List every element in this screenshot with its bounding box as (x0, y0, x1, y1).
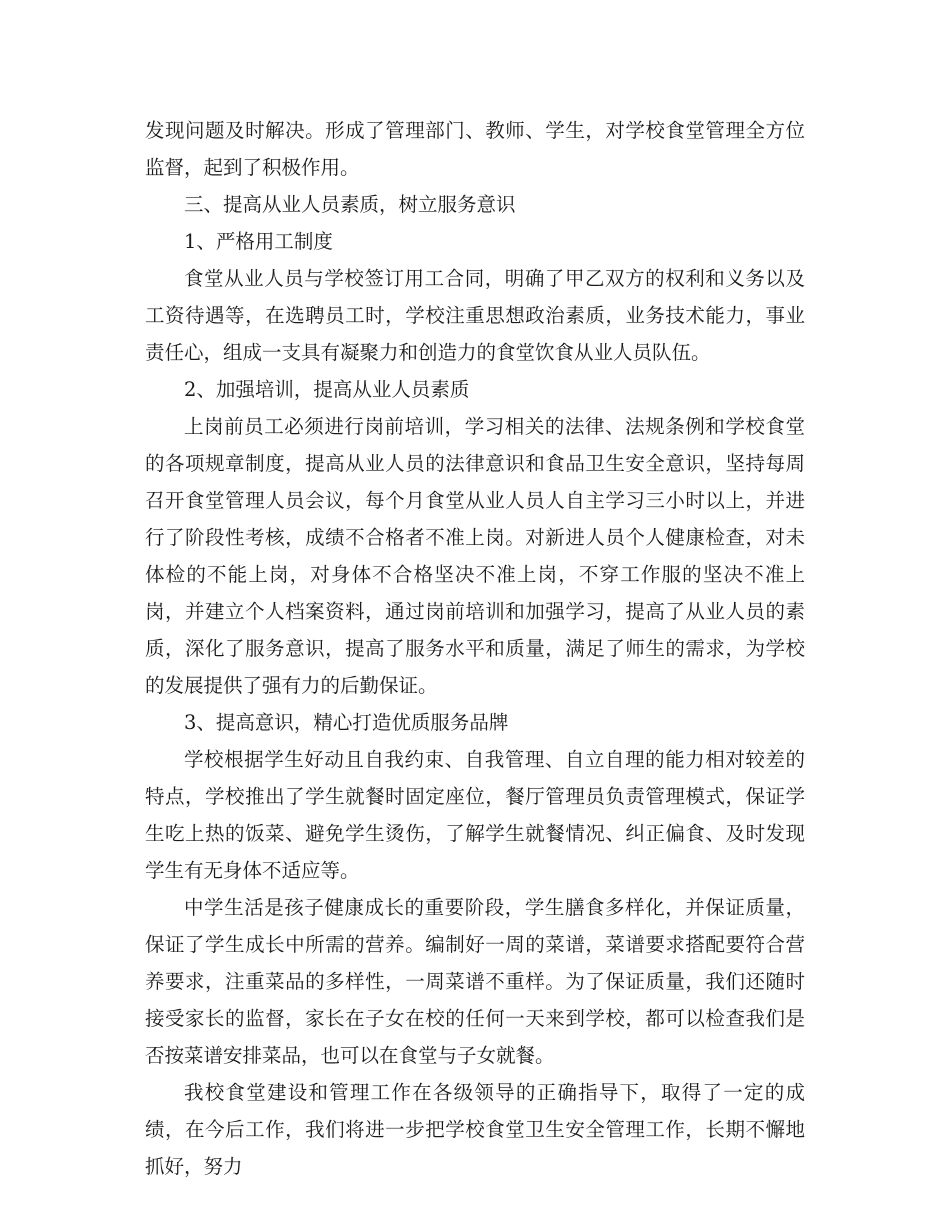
paragraph-nutrition: 中学生活是孩子健康成长的重要阶段，学生膳食多样化，并保证质量，保证了学生成长中所需的营养。编制好一周的菜谱，菜谱要求搭配要符合营养要求，注重菜品的多样性，一周菜谱不重样。为了保证质量，我们还随时接受家长的监督，家长在子女在校的任何一天来到学校，都可以检查我们是否按菜谱安排菜品，也可以在食堂与子女就餐。 (145, 896, 805, 1067)
paragraph-continuation: 发现问题及时解决。形成了管理部门、教师、学生，对学校食堂管理全方位监督，起到了积极作用。 (145, 119, 805, 179)
subheading-employment-system: 1、严格用工制度 (184, 230, 333, 253)
subheading-training: 2、加强培训，提高从业人员素质 (184, 378, 470, 401)
document-body (145, 112, 805, 1185)
paragraph-training: 上岗前员工必须进行岗前培训，学习相关的法律、法规条例和学校食堂的各项规章制度，提高从业人员的法律意识和食品卫生安全意识，坚持每周召开食堂管理人员会议，每个月食堂从业人员人自主学习三小时以上，并进行了阶段性考核，成绩不合格者不准上岗。对新进人员个人健康检查，对未体检的不能上岗，对身体不合格坚决不准上岗，不穿工作服的坚决不准上岗，并建立个人档案资料，通过岗前培训和加强学习，提高了从业人员的素质，深化了服务意识，提高了服务水平和质量，满足了师生的需求，为学校的发展提供了强有力的后勤保证。 (145, 415, 805, 697)
section-heading-three: 三、提高从业人员素质，树立服务意识 (184, 193, 516, 216)
paragraph-fixed-seating: 学校根据学生好动且自我约束、自我管理、自立自理的能力相对较差的特点，学校推出了学生就餐时固定座位，餐厅管理员负责管理模式，保证学生吃上热的饭菜、避免学生烫伤，了解学生就餐情况、纠正偏食、及时发现学生有无身体不适应等。 (145, 748, 805, 882)
subheading-service-brand: 3、提高意识，精心打造优质服务品牌 (184, 711, 509, 734)
paragraph-conclusion: 我校食堂建设和管理工作在各级领导的正确指导下，取得了一定的成绩，在今后工作，我们将进一步把学校食堂卫生安全管理工作，长期不懈地抓好，努力 (145, 1081, 805, 1178)
paragraph-employment-contract: 食堂从业人员与学校签订用工合同，明确了甲乙双方的权利和义务以及工资待遇等，在选聘员工时，学校注重思想政治素质，业务技术能力，事业责任心，组成一支具有凝聚力和创造力的食堂饮食从业人员队伍。 (145, 267, 805, 364)
